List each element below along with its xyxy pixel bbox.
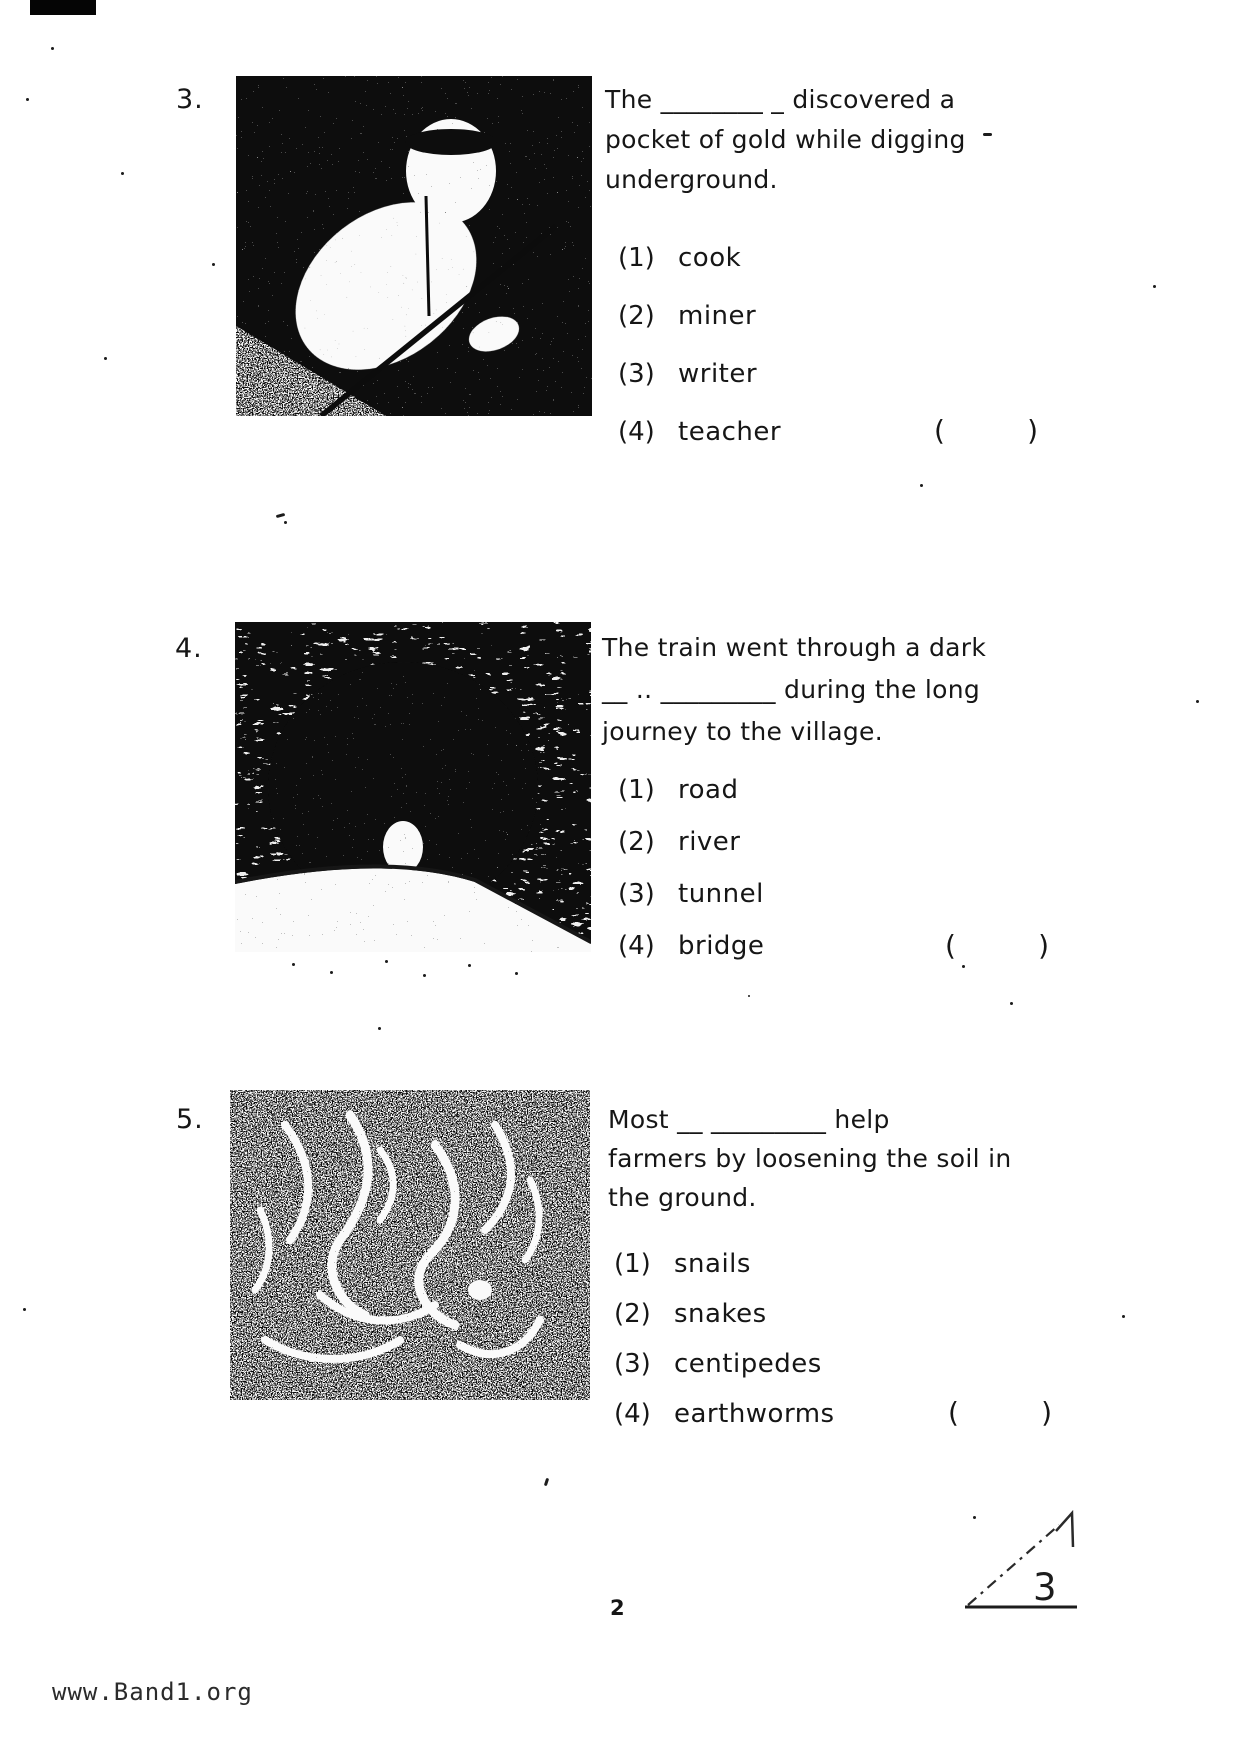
bracket-close: ) bbox=[1041, 1396, 1052, 1429]
question-5-number: 5. bbox=[176, 1104, 204, 1135]
option-row bbox=[618, 243, 781, 301]
bracket-open: ( bbox=[948, 1396, 959, 1429]
miner-photo-illustration bbox=[236, 76, 592, 416]
sentence-line: The ________ _ discovered a bbox=[605, 85, 956, 114]
option-label: cook bbox=[678, 243, 742, 273]
option-row bbox=[618, 827, 764, 879]
sentence-line: The train went through a dark bbox=[602, 633, 987, 662]
option-row bbox=[618, 359, 781, 417]
option-number: (2) bbox=[614, 1299, 651, 1329]
page-number: 2 bbox=[610, 1596, 625, 1620]
option-label: road bbox=[678, 775, 739, 805]
sentence-line: underground. bbox=[605, 165, 778, 194]
option-number: (2) bbox=[618, 827, 655, 857]
sentence-line: journey to the village. bbox=[602, 717, 883, 746]
question-4-image bbox=[235, 622, 591, 952]
option-number: (2) bbox=[618, 301, 655, 331]
earthworms-photo-illustration bbox=[230, 1090, 590, 1400]
option-label: river bbox=[678, 827, 741, 857]
sentence-line: farmers by loosening the soil in bbox=[608, 1144, 1012, 1173]
option-row bbox=[618, 879, 764, 931]
option-row bbox=[614, 1399, 835, 1449]
option-row bbox=[614, 1299, 835, 1349]
bracket-open: ( bbox=[934, 414, 945, 447]
question-5-options bbox=[614, 1249, 835, 1449]
question-5-image bbox=[230, 1090, 590, 1400]
question-5-sentence bbox=[608, 1100, 1078, 1217]
question-3-sentence bbox=[605, 80, 1075, 200]
option-label: bridge bbox=[678, 931, 765, 961]
option-row bbox=[614, 1349, 835, 1399]
bracket-open: ( bbox=[945, 929, 956, 962]
sentence-line: Most __ _________ help bbox=[608, 1105, 890, 1134]
option-number: (1) bbox=[618, 775, 655, 805]
sentence-line: pocket of gold while digging bbox=[605, 125, 966, 154]
score-mark bbox=[953, 1503, 1098, 1622]
option-row bbox=[614, 1249, 835, 1299]
question-3-number: 3. bbox=[176, 84, 204, 115]
tunnel-photo-illustration bbox=[235, 622, 591, 952]
sentence-line: the ground. bbox=[608, 1183, 757, 1212]
sentence-line: __ .. _________ during the long bbox=[602, 675, 981, 704]
question-3-options bbox=[618, 243, 781, 475]
bracket-close: ) bbox=[1038, 929, 1049, 962]
option-row bbox=[618, 301, 781, 359]
scan-artifact-bar bbox=[30, 0, 96, 15]
question-4-options bbox=[618, 775, 764, 983]
score-value: 3 bbox=[1033, 1566, 1057, 1609]
option-number: (3) bbox=[618, 879, 655, 909]
option-number: (4) bbox=[614, 1399, 651, 1429]
option-label: snakes bbox=[674, 1299, 767, 1329]
option-number: (4) bbox=[618, 417, 655, 447]
option-number: (3) bbox=[614, 1349, 651, 1379]
option-label: centipedes bbox=[674, 1349, 822, 1379]
question-4-sentence bbox=[602, 627, 1072, 753]
option-row bbox=[618, 417, 781, 475]
option-label: teacher bbox=[678, 417, 782, 447]
score-tick-icon bbox=[953, 1503, 1098, 1618]
option-label: writer bbox=[678, 359, 758, 389]
option-row bbox=[618, 775, 764, 827]
question-4-number: 4. bbox=[175, 633, 203, 664]
option-label: earthworms bbox=[674, 1399, 835, 1429]
question-5-answer-brackets bbox=[948, 1396, 1052, 1429]
option-label: tunnel bbox=[678, 879, 764, 909]
question-3-image bbox=[236, 76, 592, 416]
option-number: (1) bbox=[618, 243, 655, 273]
option-label: miner bbox=[678, 301, 757, 331]
option-number: (1) bbox=[614, 1249, 651, 1279]
option-number: (3) bbox=[618, 359, 655, 389]
option-row bbox=[618, 931, 764, 983]
question-4-answer-brackets bbox=[945, 929, 1049, 962]
watermark: www.Band1.org bbox=[52, 1678, 253, 1706]
bracket-close: ) bbox=[1027, 414, 1038, 447]
option-label: snails bbox=[674, 1249, 751, 1279]
question-3-answer-brackets bbox=[934, 414, 1038, 447]
option-number: (4) bbox=[618, 931, 655, 961]
